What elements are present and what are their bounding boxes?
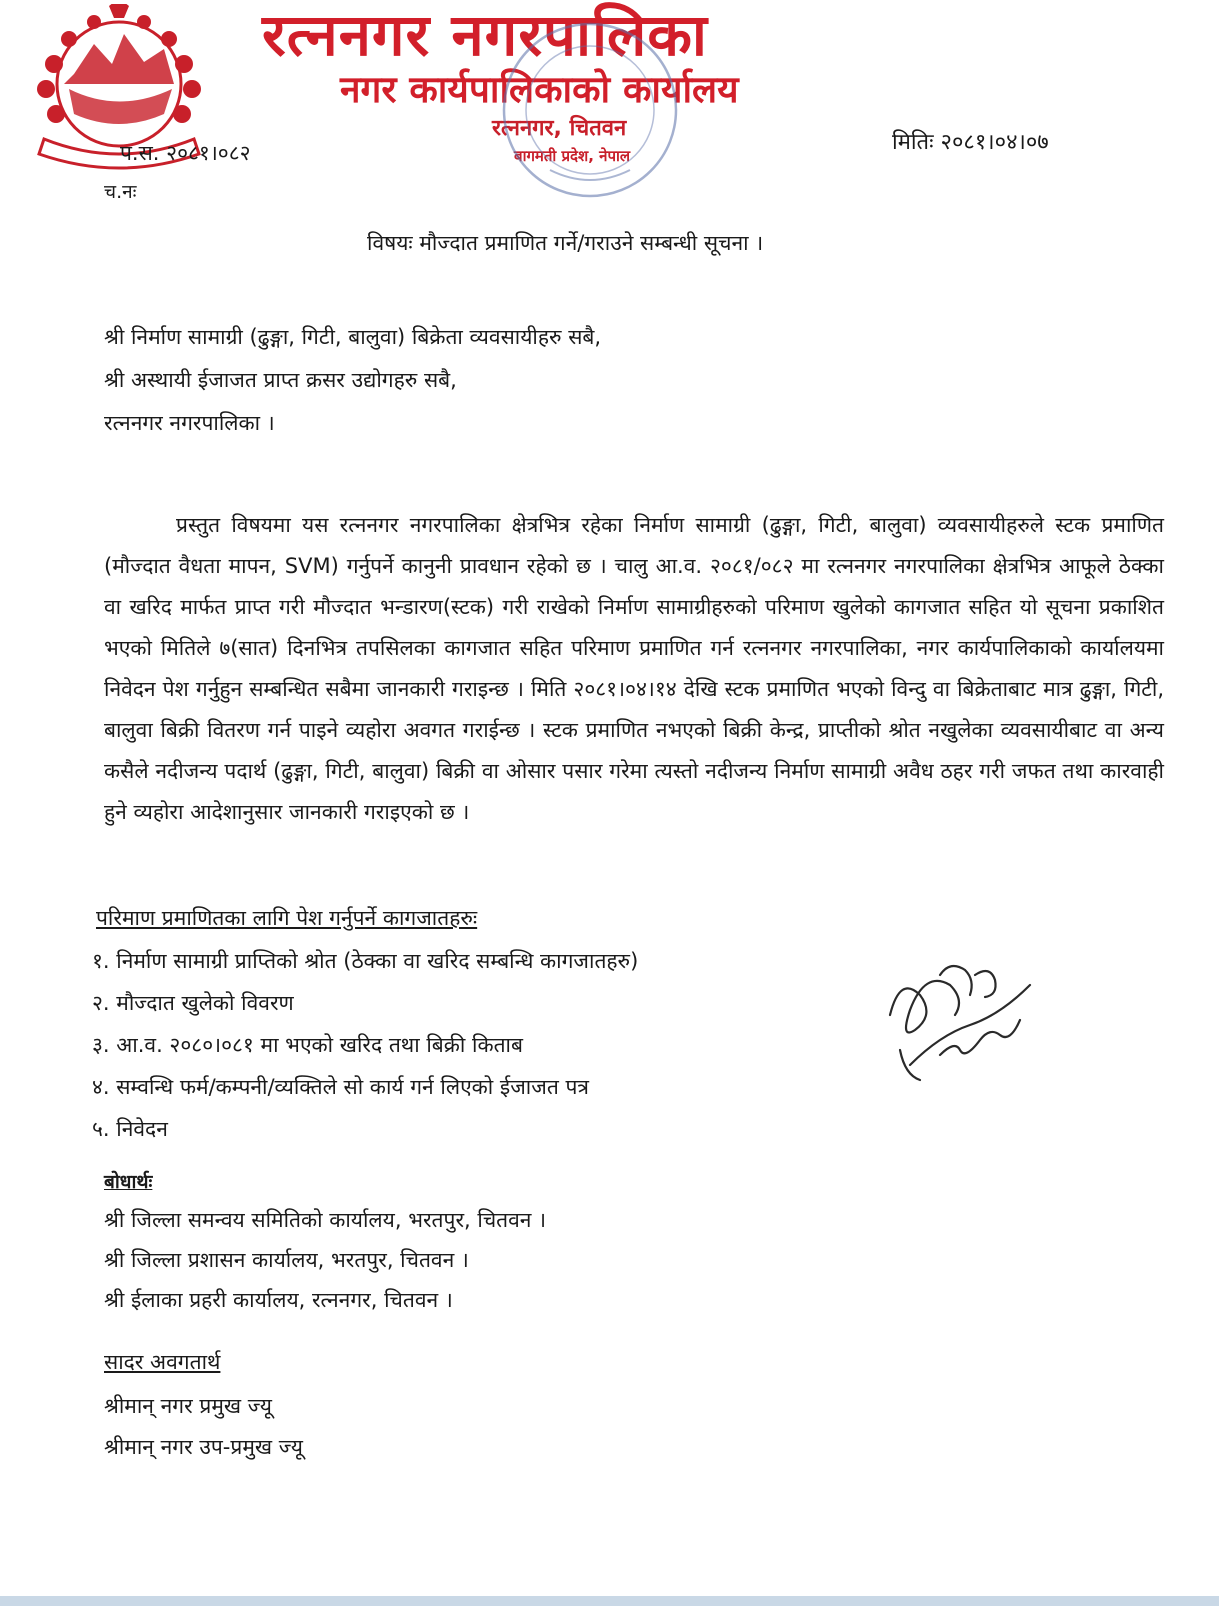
for-info-heading: बोधार्थः bbox=[104, 1171, 153, 1193]
list-item: श्री ईलाका प्रहरी कार्यालय, रत्ननगर, चितवन । bbox=[104, 1288, 453, 1312]
cc-heading: सादर अवगतार्थ bbox=[104, 1350, 221, 1374]
list-item: श्री जिल्ला प्रशासन कार्यालय, भरतपुर, चितवन । bbox=[104, 1248, 469, 1272]
list-item: १. निर्माण सामाग्री प्राप्तिको श्रोत (ठेक्का वा खरिद सम्बन्धि कागजातहरु) bbox=[92, 949, 639, 973]
office-address: रत्ननगर, चितवन bbox=[492, 116, 627, 141]
list-item: ५. निवेदन bbox=[92, 1117, 168, 1141]
recipient-line: रत्ननगर नगरपालिका । bbox=[104, 411, 275, 435]
list-item: ३. आ.व. २०८०।०८१ मा भएको खरिद तथा बिक्री किताब bbox=[92, 1033, 523, 1057]
for-info-list bbox=[104, 1200, 546, 1320]
dispatch-number: च.नः bbox=[104, 181, 137, 203]
signature-icon bbox=[880, 955, 1040, 1090]
list-item: श्रीमान् नगर प्रमुख ज्यू bbox=[104, 1394, 272, 1418]
office-province: बागमती प्रदेश, नेपाल bbox=[514, 147, 631, 165]
cc-list bbox=[104, 1386, 303, 1468]
list-item: २. मौज्दात खुलेको विवरण bbox=[92, 991, 294, 1015]
list-item: श्री जिल्ला समन्वय समितिको कार्यालय, भरतपुर, चितवन । bbox=[104, 1208, 547, 1232]
reference-number: प.स. २०८१।०८२ bbox=[120, 141, 251, 165]
scan-edge bbox=[0, 1596, 1219, 1606]
recipients-block bbox=[104, 316, 601, 445]
list-item: श्रीमान् नगर उप-प्रमुख ज्यू bbox=[104, 1435, 303, 1459]
recipient-line: श्री निर्माण सामाग्री (ढुङ्गा, गिटी, बालुवा) बिक्रेता व्यवसायीहरु सबै, bbox=[104, 325, 602, 349]
office-subtitle: नगर कार्यपालिकाको कार्यालय bbox=[340, 68, 739, 111]
documents-heading: परिमाण प्रमाणितका लागि पेश गर्नुपर्ने कागजातहरुः bbox=[96, 906, 478, 930]
recipient-line: श्री अस्थायी ईजाजत प्राप्त क्रसर उद्योगहरु सबै, bbox=[104, 368, 457, 392]
list-item: ४. सम्वन्धि फर्म/कम्पनी/व्यक्तिले सो कार्य गर्न लिएको ईजाजत पत्र bbox=[92, 1075, 589, 1099]
letter-date: मितिः २०८१।०४।०७ bbox=[892, 130, 1049, 155]
subject-line: विषयः मौज्दात प्रमाणित गर्ने/गराउने सम्बन्धी सूचना । bbox=[367, 231, 764, 255]
notice-body: प्रस्तुत विषयमा यस रत्ननगर नगरपालिका क्षेत्रभित्र रहेका निर्माण सामाग्री (ढुङ्गा, गिटी, बालुवा) व्यवसायीहरुले स्टक प्रमाणित (मौज्दात वैधता मापन, SVM) गर्नुपर्ने कानुनी प्रावधान रहेको छ । चालु आ.व. २०८१/०८२ मा रत्ननगर नगरपालिका क्षेत्रभित्र आफूले ठेक्का वा खरिद मार्फत प्राप्त गरी मौज्दात भन्डारण(स्टक) गरी राखेको निर्माण सामाग्रीहरुको परिमाण खुलेको कागजात सहित यो सूचना प्रकाशित भएको मितिले ७(सात) दिनभित्र तपसिलका कागजात सहित परिमाण प्रमाणित गर्न रत्ननगर नगरपालिका, नगर कार्यपालिकाको कार्यालयमा निवेदन पेश गर्नुहुन सम्बन्धित सबैमा जानकारी गराइन्छ । मिति २०८१।०४।१४ देखि स्टक प्रमाणित भएको विन्दु वा बिक्रेताबाट मात्र ढुङ्गा, गिटी, बालुवा बिक्री वितरण गर्न पाइने व्यहोरा अवगत गराईन्छ । स्टक प्रमाणित नभएको बिक्री केन्द्र, प्राप्तीको श्रोत नखुलेका व्यवसायीबाट वा अन्य कसैले नदीजन्य पदार्थ (ढुङ्गा, गिटी, बालुवा) बिक्री वा ओसार पसार गरेमा त्यस्तो नदीजन्य निर्माण सामाग्री अवैध ठहर गरी जफत तथा कारवाही हुने व्यहोरा आदेशानुसार जानकारी गराइएको छ । bbox=[104, 513, 1164, 824]
office-name: रत्ननगर नगरपालिका bbox=[262, 1, 708, 69]
documents-list bbox=[92, 940, 638, 1150]
office-stamp-icon bbox=[480, 10, 700, 210]
